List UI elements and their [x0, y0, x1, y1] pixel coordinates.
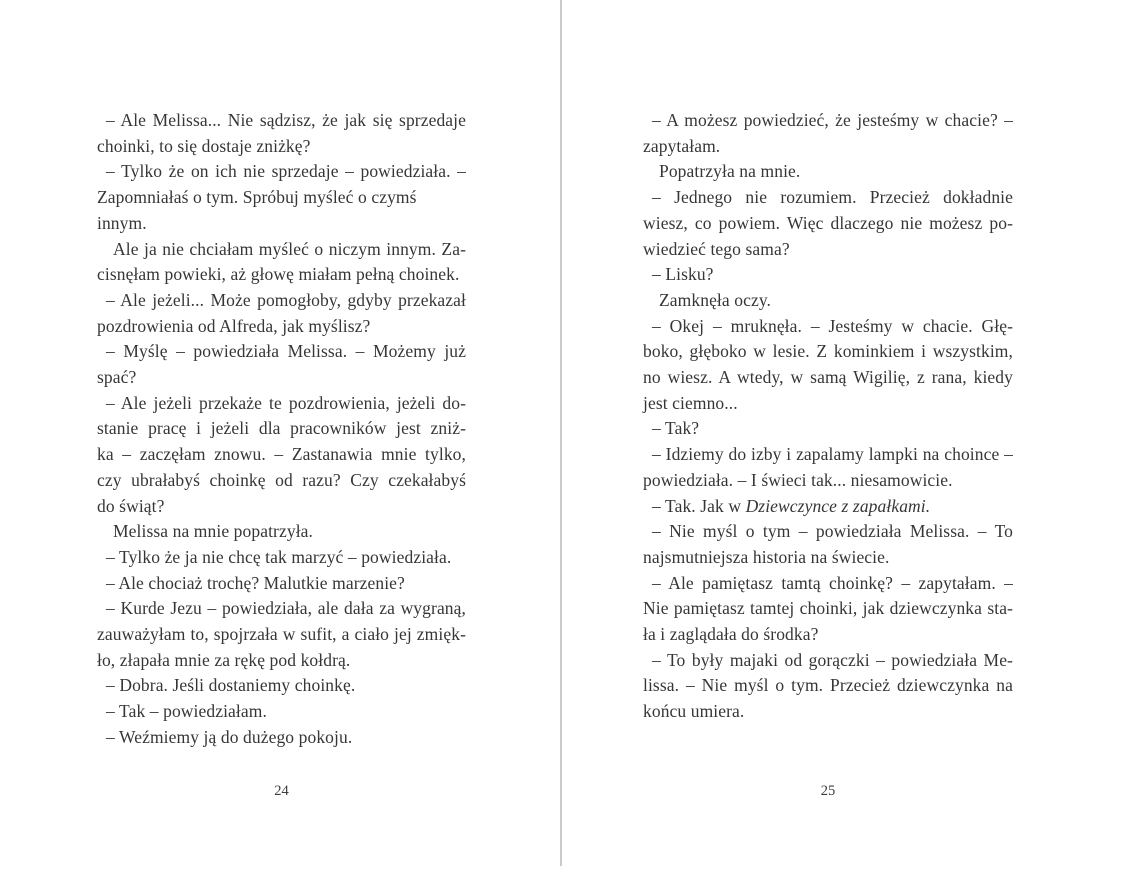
- text-line: – Kurde Jezu – powiedziała, ale dała za wygraną,: [106, 598, 466, 619]
- text-line: Melissa na mnie popatrzyła.: [113, 521, 314, 542]
- text-line: – To były majaki od gorączki – powiedziała Me-: [652, 649, 1013, 670]
- text-line: – Ale jeżeli... Może pomogłoby, gdyby przekazał: [106, 289, 466, 310]
- text-line: – Ale Melissa... Nie sądzisz, że jak się sprzedaje: [106, 110, 466, 130]
- text-line: spać?: [97, 367, 137, 388]
- text-line: – Tylko że ja nie chcę tak marzyć – powiedziała.: [106, 546, 452, 567]
- text-line: zauważyłam to, spojrzała w sufit, a ciało jej zmięk-: [97, 624, 466, 645]
- text-line: choinki, to się dostaje zniżkę?: [97, 135, 311, 156]
- text-line: czy ubrałabyś choinkę od razu? Czy czekałabyś: [97, 469, 466, 490]
- text-line: Popatrzyła na mnie.: [659, 161, 801, 182]
- text-line: boko, głęboko w lesie. Z kominkiem i wszystkim,: [643, 341, 1013, 362]
- text-line: Zapomniałaś o tym. Spróbuj myśleć o czymś innym.: [97, 187, 417, 233]
- text-line: – Jednego nie rozumiem. Przecież dokładnie: [652, 187, 1013, 208]
- text-line: – Ale chociaż trochę? Malutkie marzenie?: [106, 572, 405, 593]
- right-page-text: [643, 108, 1013, 725]
- text-line: Zamknęła oczy.: [659, 289, 772, 310]
- text-line: – Tak?: [652, 418, 700, 439]
- text-line: – Myślę – powiedziała Melissa. – Możemy już: [106, 341, 466, 362]
- text-line: końcu umiera.: [643, 701, 745, 722]
- text-line: stanie pracę i jeżeli dla pracowników jest zniż-: [97, 418, 466, 439]
- text-line: Ale ja nie chciałam myśleć o niczym innym. Za-: [113, 238, 466, 259]
- page-gutter-divider: [560, 0, 562, 866]
- text-line: – Idziemy do izby i zapalamy lampki na choince –: [652, 444, 1013, 465]
- text-line: – Dobra. Jeśli dostaniemy choinkę.: [106, 675, 356, 696]
- left-page-text: [97, 108, 466, 751]
- text-line: najsmutniejsza historia na świecie.: [643, 546, 890, 567]
- text-line: – Okej – mruknęła. – Jesteśmy w chacie. Głę-: [652, 315, 1013, 336]
- text-line: do świąt?: [97, 495, 165, 516]
- left-page-number: 24: [274, 783, 289, 799]
- text-line: – Nie myśl o tym – powiedziała Melissa. – To: [652, 521, 1013, 542]
- text-line: no wiesz. A wtedy, w samą Wigilię, z rana, kiedy: [643, 367, 1013, 388]
- book-title-italic: Dziewczynce z zapałkami.: [745, 495, 931, 516]
- text-line: Nie pamiętasz tamtej choinki, jak dziewczynka sta-: [643, 598, 1013, 619]
- text-line: ka – zaczęłam znowu. – Zastanawia mnie tylko,: [97, 444, 466, 465]
- text-line: – Ale jeżeli przekaże te pozdrowienia, jeżeli do-: [106, 392, 466, 413]
- text-segment: – Tak. Jak w: [652, 495, 746, 516]
- text-line: pozdrowienia od Alfreda, jak myślisz?: [97, 315, 371, 336]
- text-line: – Tylko że on ich nie sprzedaje – powiedziała. –: [106, 161, 466, 182]
- text-line: – Weźmiemy ją do dużego pokoju.: [106, 726, 353, 747]
- text-line: lissa. – Nie myśl o tym. Przecież dziewczynka na: [643, 675, 1013, 696]
- text-line: – Lisku?: [652, 264, 714, 285]
- text-line: – Ale pamiętasz tamtą choinkę? – zapytałam. –: [652, 572, 1013, 593]
- text-line: powiedziała. – I świeci tak... niesamowicie.: [643, 469, 953, 490]
- text-line: – Tak – powiedziałam.: [106, 701, 267, 722]
- text-line: wiedzieć tego sama?: [643, 238, 790, 259]
- text-line: – A możesz powiedzieć, że jesteśmy w chacie? –: [652, 110, 1013, 130]
- text-line: jest ciemno...: [643, 392, 738, 413]
- text-line: wiesz, co powiem. Więc dlaczego nie możesz po-: [643, 212, 1013, 233]
- text-line: ła i zaglądała do środka?: [643, 624, 819, 645]
- text-line: [643, 494, 1013, 520]
- text-line: ło, złapała mnie za rękę pod kołdrą.: [97, 649, 351, 670]
- text-line: zapytałam.: [643, 135, 721, 156]
- right-page-number: 25: [820, 783, 836, 799]
- text-line: cisnęłam powieki, aż głowę miałam pełną choinek.: [97, 264, 460, 285]
